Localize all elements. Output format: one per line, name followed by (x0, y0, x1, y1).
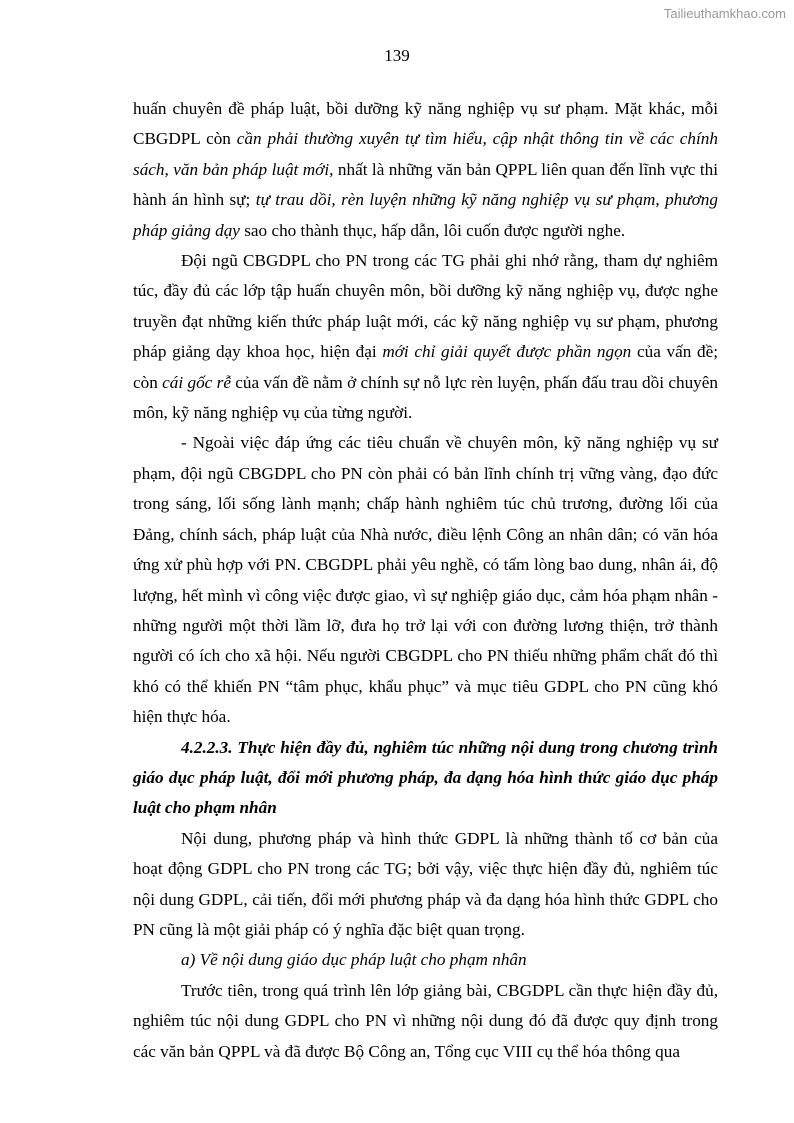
paragraph-1 (133, 94, 718, 246)
page-body (133, 94, 718, 1067)
watermark: Tailieuthamkhao.com (663, 6, 786, 21)
text-run: của vấn đề; còn (133, 342, 718, 392)
italic-run: cần phải thường xuyên tự tìm hiểu, cập nhật thông tin về các chính sách, văn bản pháp luật mới, (133, 129, 718, 179)
text-run: sao cho thành thục, hấp dẫn, lôi cuốn được người nghe. (239, 220, 626, 240)
page-number: 139 (384, 46, 410, 65)
text-run: Đội ngũ CBGDPL cho PN trong các TG phải ghi nhớ rằng, tham dự nghiêm túc, đầy đủ các lớp tập huấn chuyên môn, bồi dưỡng kỹ năng nghiệp vụ, được nghe truyền đạt những kiến thức pháp luật mới, các kỹ năng nghiệp vụ sư phạm, phương pháp giảng dạy khoa học, hiện đại (133, 251, 718, 362)
paragraph-3: - Ngoài việc đáp ứng các tiêu chuẩn về chuyên môn, kỹ năng nghiệp vụ sư phạm, đội ngũ CBGDPL cho PN còn phải có bản lĩnh chính trị vững vàng, đạo đức trong sáng, lối sống lành mạnh; chấp hành nghiêm túc chủ trương, đường lối của Đảng, chính sách, pháp luật của Nhà nước, điều lệnh Công an nhân dân; có văn hóa ứng xử phù hợp với PN. CBGDPL phải yêu nghề, có tấm lòng bao dung, nhân ái, độ lượng, hết mình vì công việc được giao, vì sự nghiệp giáo dục, cảm hóa phạm nhân - những người một thời lầm lỡ, đưa họ trở lại với con đường lương thiện, trở thành người có ích cho xã hội. Nếu người CBGDPL cho PN thiếu những phẩm chất đó thì khó có thể khiến PN “tâm phục, khẩu phục” và mục tiêu GDPL cho PN cũng khó hiện thực hóa. (133, 433, 718, 727)
italic-run: tự trau dồi, rèn luyện những kỹ năng nghiệp vụ sư phạm, phương pháp giảng dạy (133, 190, 718, 240)
paragraph-5: Trước tiên, trong quá trình lên lớp giảng bài, CBGDPL cần thực hiện đầy đủ, nghiêm túc nội dung GDPL cho PN vì những nội dung đó đã được quy định trong các văn bản QPPL và đã được Bộ Công an, Tổng cục VIII cụ thể hóa thông qua (133, 980, 718, 1061)
text-run: của vấn đề nằm ở chính sự nỗ lực rèn luyện, phấn đấu trau dồi chuyên môn, kỹ năng nghiệp vụ của từng người. (133, 372, 718, 423)
paragraph-2 (133, 246, 718, 428)
subsection-heading: a) Về nội dung giáo dục pháp luật cho phạm nhân (181, 950, 527, 970)
paragraph-4: Nội dung, phương pháp và hình thức GDPL là những thành tố cơ bản của hoạt động GDPL cho PN trong các TG; bởi vậy, việc thực hiện đầy đủ, nghiêm túc nội dung GDPL, cải tiến, đổi mới phương pháp và đa dạng hóa hình thức GDPL cho PN cũng là một giải pháp có ý nghĩa đặc biệt quan trọng. (133, 828, 718, 939)
italic-run: mới chỉ giải quyết được phần ngọn (382, 342, 632, 362)
text-run: huấn chuyên đề pháp luật, bồi dưỡng kỹ năng nghiệp vụ sư phạm. Mặt khác, mỗi CBGDPL còn (133, 99, 718, 149)
italic-run: cái gốc rễ (162, 372, 231, 392)
section-heading: 4.2.2.3. Thực hiện đầy đủ, nghiêm túc những nội dung trong chương trình giáo dục pháp luật, đổi mới phương pháp, đa dạng hóa hình thức giáo dục pháp luật cho phạm nhân (133, 737, 718, 818)
text-run: nhất là những văn bản QPPL liên quan đến lĩnh vực thi hành án hình sự; (133, 159, 718, 210)
